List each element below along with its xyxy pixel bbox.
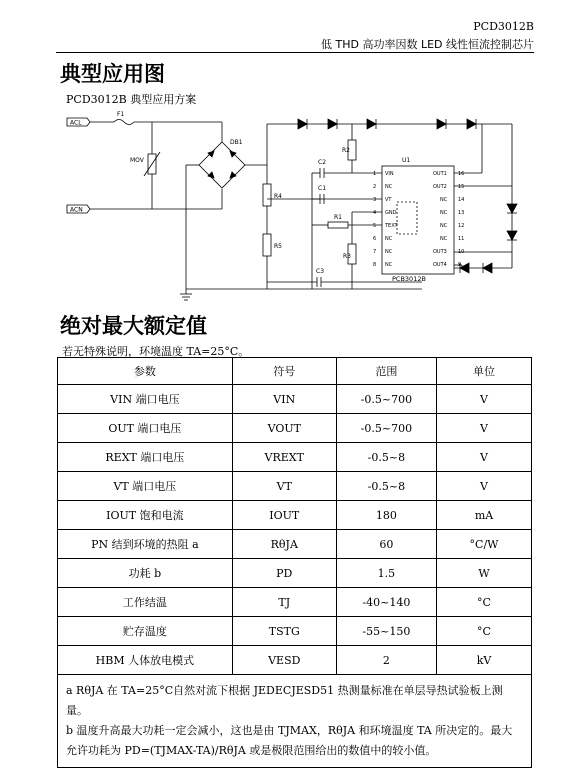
svg-text:6: 6 [373,236,377,242]
header-subtitle: 低 THD 高功率因数 LED 线性恒流控制芯片 [321,38,534,51]
table-row [58,617,532,646]
svg-text:NC: NC [385,236,393,242]
cell-unit: mA [437,501,532,530]
svg-text:NC: NC [440,210,448,216]
cell-symbol: RθJA [232,530,336,559]
fuse-f1 [114,120,134,125]
mov-label: MOV [130,157,144,164]
table-row [58,588,532,617]
cell-unit: V [437,385,532,414]
section-title-application: 典型应用图 [60,62,165,86]
cell-param: OUT 端口电压 [58,414,233,443]
cell-symbol: PD [232,559,336,588]
svg-text:NC: NC [440,223,448,229]
svg-text:OUT3: OUT3 [433,249,447,255]
cell-param: IOUT 饱和电流 [58,501,233,530]
header-param: 参数 [58,358,233,385]
table-row [58,501,532,530]
cell-range: -0.5~700 [336,385,436,414]
table-row [58,559,532,588]
section-title-absolute-max: 绝对最大额定值 [60,314,207,338]
cell-range: -40~140 [336,588,436,617]
svg-text:12: 12 [458,223,465,229]
table-row [58,646,532,675]
resistor-r4 [263,184,271,206]
cell-unit: °C/W [437,530,532,559]
cell-unit: kV [437,646,532,675]
svg-text:15: 15 [458,184,465,190]
svg-text:2: 2 [373,184,377,190]
cell-symbol: TJ [232,588,336,617]
cell-param: PN 结到环境的热阻 a [58,530,233,559]
cell-range: -0.5~8 [336,472,436,501]
header-symbol: 符号 [232,358,336,385]
svg-text:NC: NC [385,262,393,268]
cell-symbol: VESD [232,646,336,675]
svg-text:16: 16 [458,171,465,177]
svg-text:OUT2: OUT2 [433,184,447,190]
svg-text:4: 4 [373,210,377,216]
cell-range: 1.5 [336,559,436,588]
cell-range: -0.5~700 [336,414,436,443]
r1-label: R1 [334,214,342,221]
svg-text:10: 10 [458,249,465,255]
cell-symbol: VOUT [232,414,336,443]
table-notes [58,675,532,768]
svg-text:TEXT: TEXT [385,223,398,229]
table-header-row [58,358,532,385]
cell-symbol: TSTG [232,617,336,646]
svg-text:NC: NC [440,236,448,242]
svg-text:OUT1: OUT1 [433,171,447,177]
cell-range: -55~150 [336,617,436,646]
svg-text:GND: GND [385,210,397,216]
svg-text:7: 7 [373,249,377,255]
table-notes-row [58,675,532,768]
cell-unit: V [437,472,532,501]
cell-range: 2 [336,646,436,675]
r5-label: R5 [274,243,282,250]
c2-label: C2 [318,159,327,166]
svg-text:1: 1 [373,171,377,177]
r3-label: R3 [343,253,351,260]
header-unit: 单位 [437,358,532,385]
table-row [58,472,532,501]
table-row [58,443,532,472]
acn-label: ACN [70,206,83,214]
svg-text:3: 3 [373,197,377,203]
svg-text:8: 8 [373,262,377,268]
cell-unit: V [437,414,532,443]
svg-text:5: 5 [373,223,377,229]
note-b: b 温度升高最大功耗一定会减小，这也是由 TJMAX，RθJA 和环境温度 TA 所决定的。最大允许功耗为 PD=(TJMAX-TA)/RθJA 或是极限范围给出的数值中的较小值。 [66,724,513,757]
cell-param: VT 端口电压 [58,472,233,501]
cell-unit: °C [437,588,532,617]
ambient-condition-note: 若无特殊说明，环境温度 TA=25°C。 [62,345,250,358]
ic-u1 [373,157,464,283]
cell-range: 60 [336,530,436,559]
svg-text:14: 14 [458,197,465,203]
svg-text:13: 13 [458,210,465,216]
svg-text:11: 11 [458,236,465,242]
absolute-max-ratings-table [57,357,532,768]
cell-param: 功耗 b [58,559,233,588]
table-row [58,530,532,559]
cell-symbol: VT [232,472,336,501]
application-circuit-diagram [62,104,532,304]
svg-text:NC: NC [385,184,393,190]
svg-text:VT: VT [385,197,392,203]
c1-label: C1 [318,185,327,192]
cell-symbol: IOUT [232,501,336,530]
r2-label: R2 [342,147,350,154]
acl-terminal [67,118,90,127]
note-a: a RθJA 在 TA=25°C自然对流下根据 JEDECJESD51 热测量标准在单层导热试验板上测量。 [66,684,503,717]
cell-range: -0.5~8 [336,443,436,472]
f1-label: F1 [117,111,125,118]
svg-text:VIN: VIN [385,171,394,177]
db1-label: DB1 [230,139,243,146]
acn-terminal [67,205,90,214]
cell-param: REXT 端口电压 [58,443,233,472]
svg-text:NC: NC [385,249,393,255]
cell-param: HBM 人体放电模式 [58,646,233,675]
resistor-r1 [328,222,348,228]
u1-label: U1 [402,157,411,164]
chip-label: PCB3012B [392,275,426,283]
svg-text:NC: NC [440,197,448,203]
cell-unit: W [437,559,532,588]
r4-label: R4 [274,193,282,200]
cell-param: 贮存温度 [58,617,233,646]
bridge-rectifier-db1 [199,142,245,188]
resistor-r5 [263,234,271,256]
cell-unit: V [437,443,532,472]
cell-range: 180 [336,501,436,530]
c3-label: C3 [316,268,325,275]
table-row [58,414,532,443]
acl-label: ACL [70,119,82,127]
svg-text:OUT4: OUT4 [433,262,447,268]
cell-unit: °C [437,617,532,646]
cell-symbol: VIN [232,385,336,414]
cell-param: VIN 端口电压 [58,385,233,414]
svg-text:9: 9 [458,262,462,268]
application-subtitle: PCD3012B 典型应用方案 [66,93,197,106]
header-range: 范围 [336,358,436,385]
table-row [58,385,532,414]
cell-param: 工作结温 [58,588,233,617]
header-part-number: PCD3012B [473,20,534,33]
header-rule [56,52,534,53]
cell-symbol: VREXT [232,443,336,472]
